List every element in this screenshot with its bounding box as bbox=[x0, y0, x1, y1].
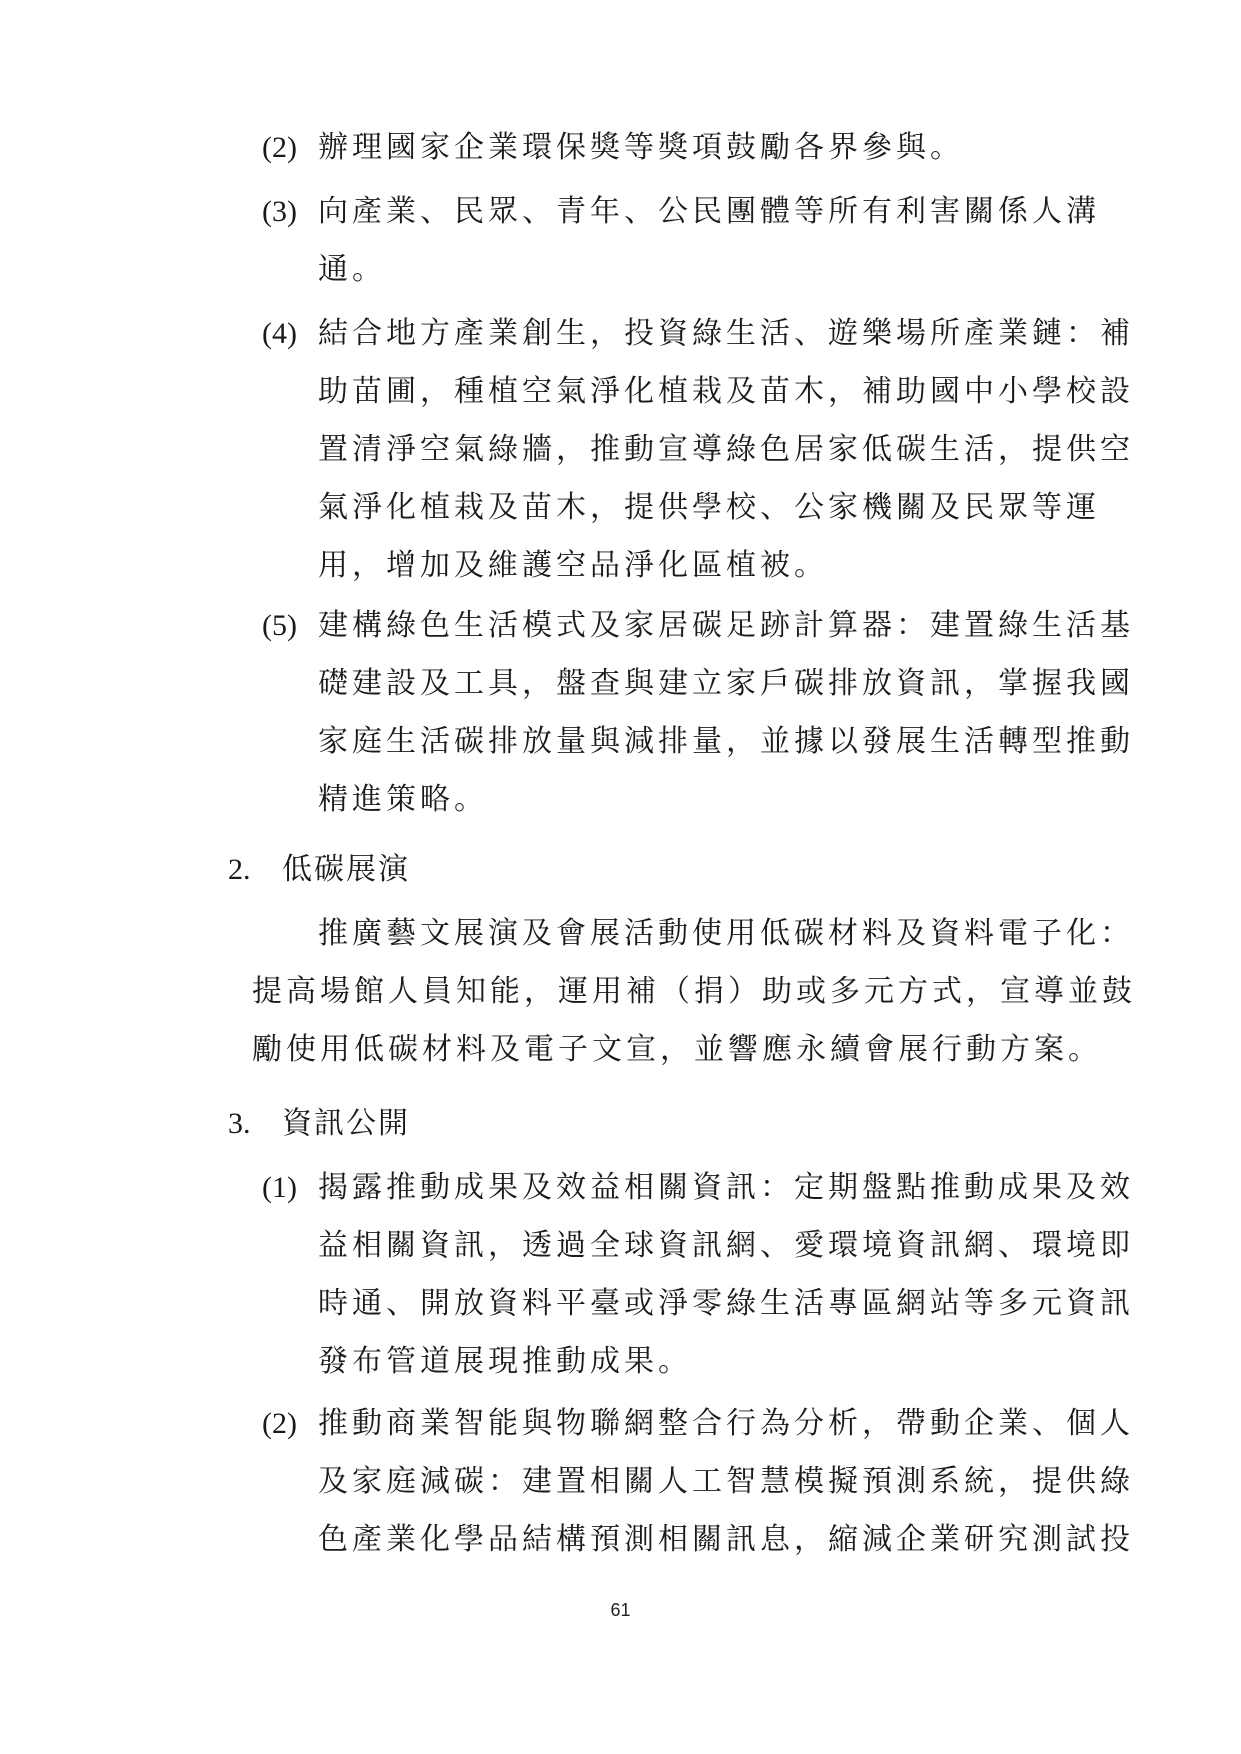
item-text-line: 揭露推動成果及效益相關資訊：定期盤點推動成果及效 bbox=[318, 1170, 1134, 1205]
item-text-line: 置清淨空氣綠牆，推動宣導綠色居家低碳生活，提供空 bbox=[318, 432, 1134, 467]
item-text-line: 礎建設及工具，盤查與建立家戶碳排放資訊，掌握我國 bbox=[318, 666, 1134, 701]
item-text-line: 益相關資訊，透過全球資訊網、愛環境資訊網、環境即 bbox=[318, 1228, 1134, 1263]
item-text-line: 通。 bbox=[318, 252, 386, 287]
item-text-line: 向產業、民眾、青年、公民團體等所有利害關係人溝 bbox=[318, 194, 1100, 229]
item-marker: (4) bbox=[262, 317, 297, 350]
paragraph-line: 推廣藝文展演及會展活動使用低碳材料及資料電子化： bbox=[318, 916, 1134, 951]
item-text-line: 氣淨化植栽及苗木，提供學校、公家機關及民眾等運 bbox=[318, 490, 1100, 525]
item-text-line: 助苗圃，種植空氣淨化植栽及苗木，補助國中小學校設 bbox=[318, 374, 1134, 409]
item-marker: (2) bbox=[262, 131, 297, 164]
item-text-line: 推動商業智能與物聯網整合行為分析，帶動企業、個人 bbox=[318, 1406, 1134, 1441]
item-text-line: 時通、開放資料平臺或淨零綠生活專區網站等多元資訊 bbox=[318, 1286, 1134, 1321]
paragraph-line: 勵使用低碳材料及電子文宣，並響應永續會展行動方案。 bbox=[252, 1032, 1102, 1067]
page-number: 61 bbox=[610, 1600, 631, 1620]
item-text-line: 建構綠色生活模式及家居碳足跡計算器：建置綠生活基 bbox=[318, 608, 1134, 643]
item-marker: (1) bbox=[262, 1171, 297, 1204]
section-number: 2. bbox=[228, 853, 251, 886]
item-marker: (5) bbox=[262, 609, 297, 642]
item-marker: (2) bbox=[262, 1407, 297, 1440]
item-text-line: 發布管道展現推動成果。 bbox=[318, 1344, 692, 1379]
item-marker: (3) bbox=[262, 195, 297, 228]
item-text-line: 色產業化學品結構預測相關訊息，縮減企業研究測試投 bbox=[318, 1522, 1134, 1557]
item-text-line: 結合地方產業創生，投資綠生活、遊樂場所產業鏈：補 bbox=[318, 316, 1134, 351]
item-text-line: 辦理國家企業環保獎等獎項鼓勵各界參與。 bbox=[318, 130, 964, 165]
section-number: 3. bbox=[228, 1107, 251, 1140]
item-text-line: 及家庭減碳：建置相關人工智慧模擬預測系統，提供綠 bbox=[318, 1464, 1134, 1499]
section-title: 低碳展演 bbox=[282, 852, 410, 887]
paragraph-line: 提高場館人員知能，運用補（捐）助或多元方式，宣導並鼓 bbox=[252, 974, 1136, 1009]
item-text-line: 精進策略。 bbox=[318, 782, 488, 817]
item-text-line: 家庭生活碳排放量與減排量，並據以發展生活轉型推動 bbox=[318, 724, 1134, 759]
section-title: 資訊公開 bbox=[282, 1106, 410, 1141]
item-text-line: 用，增加及維護空品淨化區植被。 bbox=[318, 548, 828, 583]
